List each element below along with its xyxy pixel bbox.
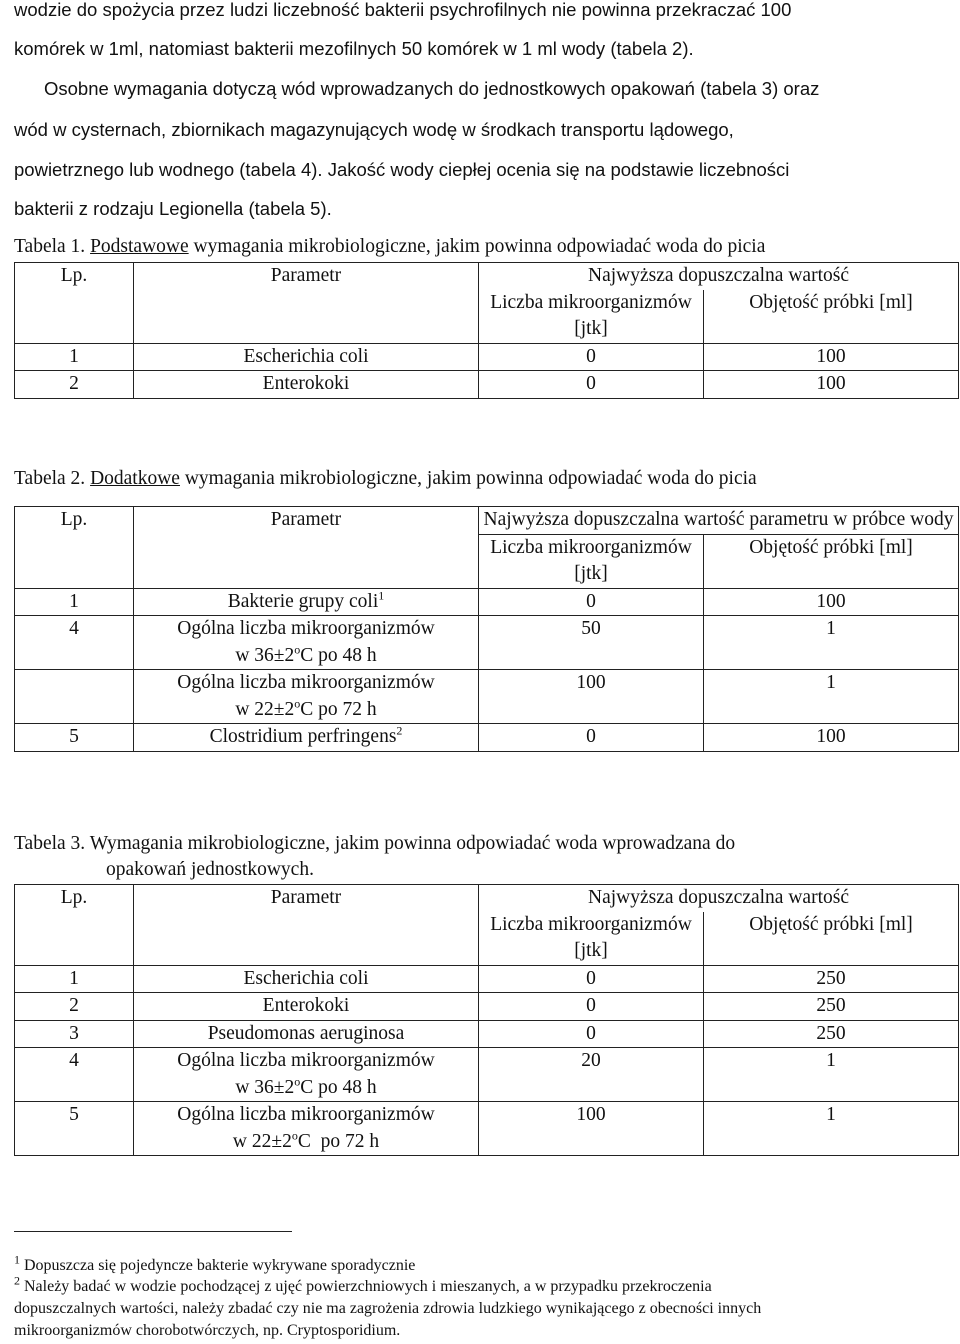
table1-r2-lp: 2 [15,371,134,399]
table3-header-param-cont [134,912,479,966]
table3-r4-param-b1: w 36±2 [235,1076,295,1098]
table1-r1-volume: 100 [704,343,959,371]
table2-r3-param-a: Ogólna liczba mikroorganizmów [177,672,435,693]
table1-header-volume: Objętość próbki [ml] [704,290,959,344]
intro-line-3: Osobne wymagania dotyczą wód wprowadzanych do jednostkowych opakowań (tabela 3) oraz [44,78,820,99]
footnote-2-line-2: dopuszczalnych wartości, należy zbadać czy nie ma zagrożenia zdrowia ludzkiego wynikającego z obecności innych [14,1300,762,1317]
table3-r5-param-b1: w 22±2 [232,1130,292,1152]
table2-r2-param-b [138,643,474,670]
table-row [15,616,959,670]
table3-r5-lp: 5 [15,1102,134,1156]
table2-r3-param [134,670,479,724]
table1-caption-underlined: Podstawowe [90,236,189,257]
table2-r1-param [134,588,479,616]
degree-mark: o [291,1128,298,1142]
intro-line-5-b: Jakość wody ciepłej ocenia się na podstawie liczebności [327,159,790,180]
table2-r2-param-a: Ogólna liczba mikroorganizmów [177,618,435,639]
table3-r4-lp: 4 [15,1048,134,1102]
table3-r5-count: 100 [479,1102,704,1156]
table3-r2-param: Enterokoki [134,993,479,1021]
intro-line-6: bakterii z rodzaju Legionella (tabela 5). [14,198,332,219]
table2-r4-param-text: Clostridium perfringens [209,726,397,747]
table2-header-max: Najwyższa dopuszczalna wartość parametru w próbce wody [479,507,959,535]
table2-header-param: Parametr [134,507,479,535]
table2-header-volume: Objętość próbki [ml] [704,534,959,588]
table2-r1-param-text: Bakterie grupy coli [227,590,379,612]
table1-r1-param: Escherichia coli [134,343,479,371]
table3-r3-count: 0 [479,1020,704,1048]
table2-header-lp-cont [15,534,134,588]
table3-header-lp: Lp. [15,885,134,912]
table2-r2-volume: 1 [704,616,959,670]
table3-r4-param-b [138,1075,474,1102]
table2-r3-lp [15,670,134,724]
table3-header-volume: Objętość próbki [ml] [704,912,959,966]
table2-r3-count: 100 [479,670,704,724]
degree-mark: o [294,642,301,656]
table1-header-lp-cont [15,290,134,344]
footnote-ref-2: 2 [396,723,403,738]
table1-header-param: Parametr [134,263,479,290]
table3-header-lp-cont [15,912,134,966]
table3-r1-volume: 250 [704,965,959,993]
table2 [14,506,959,752]
degree-mark: o [294,696,301,710]
table3-r4-param-a: Ogólna liczba mikroorganizmów [177,1050,435,1071]
table1-caption-label: Tabela 1. [14,236,86,257]
table-row [15,1102,959,1156]
table2-r1-volume: 100 [704,588,959,616]
table3-r5-param-a: Ogólna liczba mikroorganizmów [177,1104,435,1125]
table2-header-lp: Lp. [15,507,134,535]
table2-r1-count: 0 [479,588,704,616]
table-row [15,670,959,724]
table3-r4-count: 20 [479,1048,704,1102]
table2-r4-volume: 100 [704,724,959,752]
footnote-1-mark: 1 [14,1252,20,1267]
table2-r4-lp: 5 [15,724,134,752]
table3-r5-volume: 1 [704,1102,959,1156]
table3-r5-param [134,1102,479,1156]
table1-header-param-cont [134,290,479,344]
table2-header-param-cont [134,534,479,588]
intro-line-5 [14,157,954,184]
table2-header-row-2 [15,534,959,588]
table2-r3-param-b1: w 22±2 [235,698,295,720]
footnote-ref-1: 1 [378,588,385,602]
table-row [15,965,959,993]
table1-header-lp: Lp. [15,263,134,290]
table3 [14,884,959,1156]
table3-r1-lp: 1 [15,965,134,993]
table3-caption-line-1: Tabela 3. Wymagania mikrobiologiczne, jakim powinna odpowiadać woda wprowadzana do [14,833,736,854]
table3-header-count: Liczba mikroorganizmów [jtk] [479,912,704,966]
table-row [15,724,959,752]
intro-line-2: komórek w 1ml, natomiast bakterii mezofilnych 50 komórek w 1 ml wody (tabela 2). [14,38,694,59]
table3-r3-param: Pseudomonas aeruginosa [134,1020,479,1048]
footnote-1-text: Dopuszcza się pojedyncze bakterie wykrywane sporadycznie [20,1257,416,1274]
table1-header-row-2 [15,290,959,344]
table1 [14,262,959,399]
table2-r4-count: 0 [479,724,704,752]
table3-r4-param [134,1048,479,1102]
table2-header-row-1 [15,507,959,535]
table3-header-row-2 [15,912,959,966]
table1-caption [14,234,765,260]
footnote-1 [14,1252,954,1278]
table3-header-param: Parametr [134,885,479,912]
table3-r1-param: Escherichia coli [134,965,479,993]
table1-r1-count: 0 [479,343,704,371]
table-row [15,588,959,616]
table3-r5-param-b2: C po 72 h [297,1130,380,1152]
intro-line-4: wód w cysternach, zbiornikach magazynujących wodę w środkach transportu lądowego, [14,119,734,140]
table3-r2-count: 0 [479,993,704,1021]
table2-r3-volume: 1 [704,670,959,724]
table-row [15,1048,959,1102]
table1-header-row-1 [15,263,959,290]
table1-r2-volume: 100 [704,371,959,399]
footnote-2-text: Należy badać w wodzie pochodzącej z ujęć powierzchniowych i mieszanych, a w przypadku przekroczenia [20,1278,712,1295]
table3-r2-lp: 2 [15,993,134,1021]
table2-r2-count: 50 [479,616,704,670]
table2-caption-rest: wymagania mikrobiologiczne, jakim powinna odpowiadać woda do picia [179,468,757,489]
table-row [15,343,959,371]
table3-r3-volume: 250 [704,1020,959,1048]
table2-r3-param-b [138,697,474,724]
table1-caption-rest: wymagania mikrobiologiczne, jakim powinna odpowiadać woda do picia [188,236,766,257]
intro-line-1: wodzie do spożycia przez ludzi liczebność bakterii psychrofilnych nie powinna przekraczać 100 [14,0,792,20]
table2-r3-param-b2: C po 72 h [300,698,377,720]
table2-caption-label: Tabela 2. [14,468,86,489]
table3-header-max: Najwyższa dopuszczalna wartość [479,885,959,912]
table3-caption-line-2: opakowań jednostkowych. [106,859,314,880]
table1-r2-count: 0 [479,371,704,399]
table1-r1-lp: 1 [15,343,134,371]
table1-r2-param: Enterokoki [134,371,479,399]
table3-header-row-1 [15,885,959,912]
table3-r2-volume: 250 [704,993,959,1021]
table2-header-count: Liczba mikroorganizmów [jtk] [479,534,704,588]
table1-header-max: Najwyższa dopuszczalna wartość [479,263,959,290]
table1-header-count: Liczba mikroorganizmów [jtk] [479,290,704,344]
table3-r3-lp: 3 [15,1020,134,1048]
table2-r2-param [134,616,479,670]
table2-r1-lp: 1 [15,588,134,616]
table2-r2-param-b2: C po 48 h [300,644,377,666]
table-row [15,371,959,399]
footnote-2-mark: 2 [14,1273,20,1288]
footnote-2-line-3: mikroorganizmów chorobotwórczych, np. Cryptosporidium. [14,1322,401,1339]
footnote-2-line-1 [14,1273,954,1299]
table-row [15,1020,959,1048]
table3-r1-count: 0 [479,965,704,993]
intro-line-5-a: powietrznego lub wodnego (tabela 4). [14,159,323,180]
table2-r2-param-b1: w 36±2 [235,644,295,666]
table3-r5-param-b [138,1129,474,1156]
table3-r4-volume: 1 [704,1048,959,1102]
table2-caption [14,466,757,492]
table2-r4-param [134,724,479,752]
degree-mark: o [294,1074,301,1088]
table-row [15,993,959,1021]
footnote-separator [14,1231,292,1232]
table2-r2-lp: 4 [15,616,134,670]
table3-r4-param-b2: C po 48 h [300,1076,377,1098]
table2-caption-underlined: Dodatkowe [90,468,180,489]
